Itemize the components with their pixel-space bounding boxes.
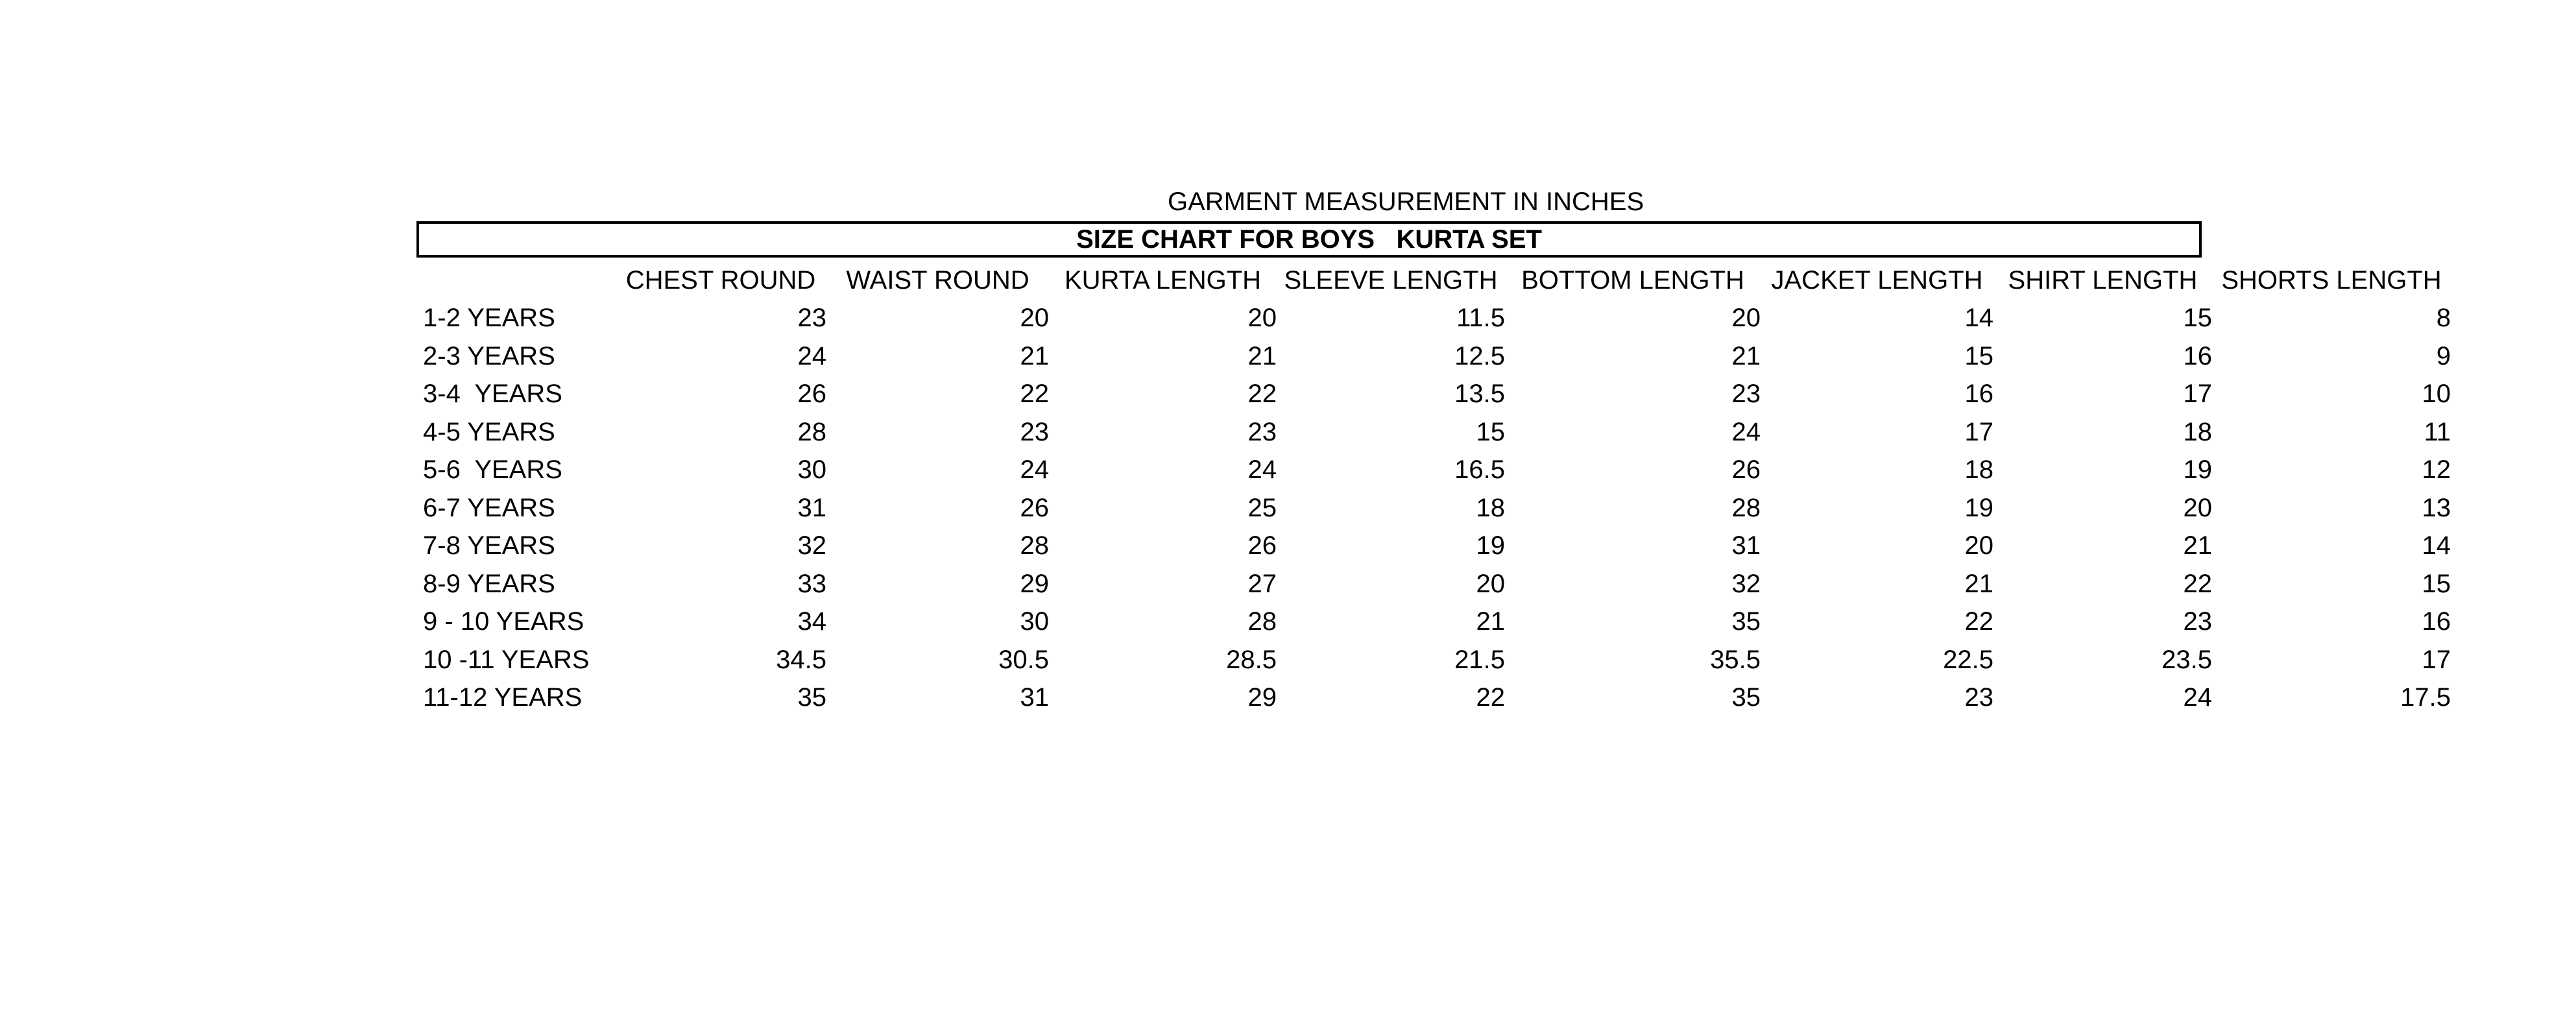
table-cell: 35 [1731, 607, 1761, 636]
table-cell: 14 [1964, 304, 1993, 333]
table-cell: 21 [1731, 341, 1761, 370]
column-header-shorts-length: SHORTS LENGTH [2221, 265, 2442, 295]
table-row [420, 527, 2451, 566]
table-cell: 34.5 [776, 645, 826, 674]
table-cell: 8 [2436, 304, 2451, 333]
table-cell: 24 [797, 341, 826, 370]
table-cell: 23 [1964, 683, 1993, 712]
table-cell: 23 [797, 304, 826, 333]
table-cell: 16 [2422, 607, 2451, 636]
table-cell: 12 [2422, 455, 2451, 485]
table-cell: 35 [1731, 683, 1761, 712]
table-cell: 31 [1731, 531, 1761, 561]
row-label-cell: 11-12 YEARS [423, 683, 583, 712]
table-row [420, 679, 2451, 718]
table-cell: 30 [1020, 607, 1049, 636]
table-row [420, 489, 2451, 527]
table-cell: 26 [1731, 455, 1761, 485]
table-cell: 11.5 [1456, 304, 1505, 333]
row-label-cell: 1-2 YEARS [423, 304, 555, 333]
column-header-chest-round: CHEST ROUND [625, 265, 816, 295]
table-row [420, 413, 2451, 452]
table-cell: 24 [2183, 683, 2212, 712]
table-cell: 24 [1731, 417, 1761, 446]
table-row [420, 565, 2451, 603]
table-cell: 19 [1476, 531, 1505, 561]
table-cell: 32 [797, 531, 826, 561]
table-cell: 30.5 [998, 645, 1049, 674]
table-cell: 32 [1731, 569, 1761, 598]
table-cell: 28.5 [1226, 645, 1277, 674]
table-row [420, 337, 2451, 376]
table-cell: 20 [1247, 304, 1277, 333]
row-label-cell: 2-3 YEARS [423, 341, 555, 370]
table-cell: 18 [1476, 493, 1505, 522]
table-cell: 16 [2183, 341, 2212, 370]
table-cell: 17 [1964, 417, 1993, 446]
table-cell: 29 [1247, 683, 1277, 712]
table-cell: 25 [1247, 493, 1277, 522]
table-cell: 23 [1731, 380, 1761, 409]
row-label-cell: 9 - 10 YEARS [423, 607, 584, 636]
table-cell: 26 [1020, 493, 1049, 522]
table-cell: 26 [797, 380, 826, 409]
table-cell: 21 [1964, 569, 1993, 598]
column-header-jacket-length: JACKET LENGTH [1771, 265, 1983, 295]
table-cell: 15 [2183, 304, 2212, 333]
table-row [420, 641, 2451, 679]
table-cell: 22 [1476, 683, 1505, 712]
table-cell: 12.5 [1454, 341, 1505, 370]
table-cell: 28 [1731, 493, 1761, 522]
table-cell: 28 [797, 417, 826, 446]
table-cell: 29 [1020, 569, 1049, 598]
table-cell: 14 [2422, 531, 2451, 561]
row-label-cell: 5-6 YEARS [423, 455, 562, 485]
table-cell: 16.5 [1454, 455, 1505, 485]
table-cell: 15 [1476, 417, 1505, 446]
table-cell: 20 [1020, 304, 1049, 333]
column-header-bottom-length: BOTTOM LENGTH [1521, 265, 1744, 295]
table-row [420, 452, 2451, 490]
table-cell: 20 [2183, 493, 2212, 522]
table-cell: 26 [1247, 531, 1277, 561]
column-header-shirt-length: SHIRT LENGTH [2008, 265, 2198, 295]
table-cell: 35 [797, 683, 826, 712]
table-cell: 21 [1476, 607, 1505, 636]
table-cell: 22.5 [1943, 645, 1993, 674]
table-cell: 21 [1247, 341, 1277, 370]
table-cell: 35.5 [1710, 645, 1761, 674]
row-label-cell: 10 -11 YEARS [423, 645, 590, 674]
table-row [420, 300, 2451, 338]
table-cell: 15 [2422, 569, 2451, 598]
table-cell: 27 [1247, 569, 1277, 598]
row-label-cell: 4-5 YEARS [423, 417, 555, 446]
column-header-kurta-length: KURTA LENGTH [1064, 265, 1262, 295]
table-cell: 22 [1964, 607, 1993, 636]
table-row [420, 603, 2451, 642]
table-cell: 17 [2183, 380, 2212, 409]
column-header-sleeve-length: SLEEVE LENGTH [1284, 265, 1498, 295]
table-cell: 23 [1020, 417, 1049, 446]
table-cell: 23 [1247, 417, 1277, 446]
table-cell: 24 [1020, 455, 1049, 485]
table-cell: 22 [2183, 569, 2212, 598]
table-cell: 10 [2422, 380, 2451, 409]
table-cell: 17 [2422, 645, 2451, 674]
row-label-cell: 3-4 YEARS [423, 380, 562, 409]
table-cell: 28 [1247, 607, 1277, 636]
table-cell: 21 [2183, 531, 2212, 561]
table-cell: 13.5 [1454, 380, 1505, 409]
row-label-cell: 8-9 YEARS [423, 569, 555, 598]
table-cell: 31 [1020, 683, 1049, 712]
table-cell: 16 [1964, 380, 1993, 409]
table-cell: 33 [797, 569, 826, 598]
table-cell: 34 [797, 607, 826, 636]
table-cell: 23.5 [2161, 645, 2212, 674]
row-label-cell: 7-8 YEARS [423, 531, 555, 561]
table-cell: 11 [2424, 417, 2451, 446]
measurement-title: GARMENT MEASUREMENT IN INCHES [1168, 187, 1644, 216]
table-cell: 17.5 [2400, 683, 2451, 712]
column-header-waist-round: WAIST ROUND [846, 265, 1029, 295]
table-cell: 18 [2183, 417, 2212, 446]
table-cell: 20 [1476, 569, 1505, 598]
table-cell: 19 [2183, 455, 2212, 485]
table-cell: 20 [1964, 531, 1993, 561]
chart-title: SIZE CHART FOR BOYS KURTA SET [1076, 225, 1542, 254]
row-label-cell: 6-7 YEARS [423, 493, 555, 522]
table-cell: 22 [1247, 380, 1277, 409]
chart-title-box [416, 221, 2202, 258]
table-cell: 9 [2436, 341, 2451, 370]
table-row [420, 376, 2451, 414]
table-cell: 13 [2422, 493, 2451, 522]
table-cell: 15 [1964, 341, 1993, 370]
table-cell: 31 [797, 493, 826, 522]
table-cell: 19 [1964, 493, 1993, 522]
table-cell: 21 [1020, 341, 1049, 370]
table-cell: 30 [797, 455, 826, 485]
header-row [420, 261, 2451, 300]
table-cell: 24 [1247, 455, 1277, 485]
table-cell: 28 [1020, 531, 1049, 561]
table-cell: 23 [2183, 607, 2212, 636]
table-cell: 22 [1020, 380, 1049, 409]
table-cell: 20 [1731, 304, 1761, 333]
table-cell: 18 [1964, 455, 1993, 485]
size-chart-table [420, 261, 2451, 717]
table-cell: 21.5 [1454, 645, 1505, 674]
